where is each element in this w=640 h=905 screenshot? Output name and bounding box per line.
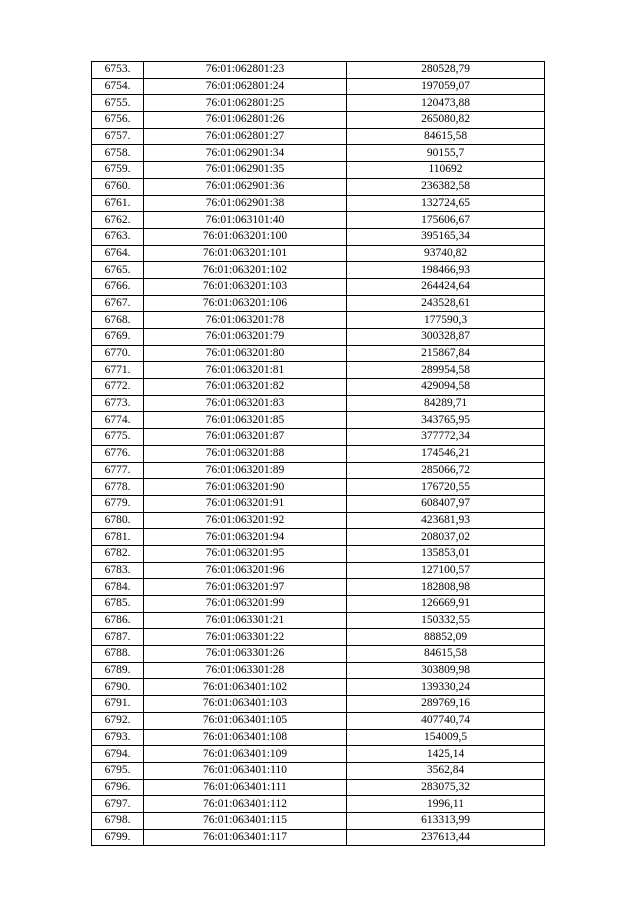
cadastral-number-cell: 76:01:063401:115 bbox=[144, 812, 347, 829]
cadastral-number-cell: 76:01:063201:92 bbox=[144, 512, 347, 529]
table-row bbox=[92, 462, 545, 479]
row-number-cell: 6783. bbox=[92, 562, 144, 579]
cadastral-value-cell: 3562,84 bbox=[347, 762, 545, 779]
cadastral-number-cell: 76:01:063201:88 bbox=[144, 445, 347, 462]
cadastral-number-cell: 76:01:062801:23 bbox=[144, 62, 347, 79]
cadastral-number-cell: 76:01:063201:79 bbox=[144, 329, 347, 346]
table-row bbox=[92, 228, 545, 245]
row-number-cell: 6774. bbox=[92, 412, 144, 429]
cadastral-number-cell: 76:01:063301:26 bbox=[144, 646, 347, 663]
cadastral-value-table bbox=[91, 61, 545, 846]
table-row bbox=[92, 679, 545, 696]
cadastral-value-cell: 176720,55 bbox=[347, 479, 545, 496]
cadastral-number-cell: 76:01:063201:101 bbox=[144, 245, 347, 262]
cadastral-number-cell: 76:01:062801:27 bbox=[144, 128, 347, 145]
cadastral-value-cell: 395165,34 bbox=[347, 228, 545, 245]
cadastral-number-cell: 76:01:062901:36 bbox=[144, 178, 347, 195]
row-number-cell: 6769. bbox=[92, 329, 144, 346]
table-row bbox=[92, 345, 545, 362]
cadastral-value-cell: 265080,82 bbox=[347, 112, 545, 129]
row-number-cell: 6797. bbox=[92, 796, 144, 813]
cadastral-number-cell: 76:01:063401:102 bbox=[144, 679, 347, 696]
cadastral-number-cell: 76:01:062901:34 bbox=[144, 145, 347, 162]
table-row bbox=[92, 746, 545, 763]
cadastral-number-cell: 76:01:063201:102 bbox=[144, 262, 347, 279]
row-number-cell: 6787. bbox=[92, 629, 144, 646]
cadastral-value-cell: 197059,07 bbox=[347, 78, 545, 95]
row-number-cell: 6765. bbox=[92, 262, 144, 279]
row-number-cell: 6759. bbox=[92, 162, 144, 179]
row-number-cell: 6789. bbox=[92, 662, 144, 679]
table-body bbox=[92, 62, 545, 846]
row-number-cell: 6792. bbox=[92, 712, 144, 729]
table-row bbox=[92, 278, 545, 295]
table-row bbox=[92, 362, 545, 379]
table-row bbox=[92, 78, 545, 95]
cadastral-value-cell: 93740,82 bbox=[347, 245, 545, 262]
cadastral-value-cell: 377772,34 bbox=[347, 429, 545, 446]
cadastral-value-cell: 126669,91 bbox=[347, 596, 545, 613]
cadastral-value-cell: 208037,02 bbox=[347, 529, 545, 546]
cadastral-value-cell: 1996,11 bbox=[347, 796, 545, 813]
cadastral-value-cell: 423681,93 bbox=[347, 512, 545, 529]
cadastral-number-cell: 76:01:063401:111 bbox=[144, 779, 347, 796]
row-number-cell: 6768. bbox=[92, 312, 144, 329]
table-row bbox=[92, 162, 545, 179]
row-number-cell: 6786. bbox=[92, 612, 144, 629]
table-row bbox=[92, 329, 545, 346]
cadastral-value-cell: 150332,55 bbox=[347, 612, 545, 629]
row-number-cell: 6777. bbox=[92, 462, 144, 479]
cadastral-value-cell: 237613,44 bbox=[347, 829, 545, 846]
cadastral-number-cell: 76:01:063201:90 bbox=[144, 479, 347, 496]
cadastral-value-cell: 289769,16 bbox=[347, 696, 545, 713]
cadastral-number-cell: 76:01:063201:80 bbox=[144, 345, 347, 362]
table-row bbox=[92, 696, 545, 713]
row-number-cell: 6775. bbox=[92, 429, 144, 446]
row-number-cell: 6794. bbox=[92, 746, 144, 763]
table-row bbox=[92, 395, 545, 412]
row-number-cell: 6773. bbox=[92, 395, 144, 412]
row-number-cell: 6771. bbox=[92, 362, 144, 379]
cadastral-value-cell: 135853,01 bbox=[347, 545, 545, 562]
table-row bbox=[92, 829, 545, 846]
cadastral-number-cell: 76:01:063301:22 bbox=[144, 629, 347, 646]
table-row bbox=[92, 796, 545, 813]
row-number-cell: 6784. bbox=[92, 579, 144, 596]
cadastral-value-cell: 285066,72 bbox=[347, 462, 545, 479]
cadastral-value-cell: 110692 bbox=[347, 162, 545, 179]
cadastral-value-cell: 264424,64 bbox=[347, 278, 545, 295]
row-number-cell: 6793. bbox=[92, 729, 144, 746]
row-number-cell: 6772. bbox=[92, 379, 144, 396]
table-row bbox=[92, 529, 545, 546]
table-row bbox=[92, 95, 545, 112]
cadastral-value-cell: 90155,7 bbox=[347, 145, 545, 162]
table-row bbox=[92, 212, 545, 229]
table-row bbox=[92, 662, 545, 679]
cadastral-number-cell: 76:01:063201:91 bbox=[144, 495, 347, 512]
cadastral-value-cell: 215867,84 bbox=[347, 345, 545, 362]
table-row bbox=[92, 579, 545, 596]
row-number-cell: 6776. bbox=[92, 445, 144, 462]
row-number-cell: 6756. bbox=[92, 112, 144, 129]
cadastral-value-cell: 174546,21 bbox=[347, 445, 545, 462]
row-number-cell: 6755. bbox=[92, 95, 144, 112]
cadastral-number-cell: 76:01:062901:38 bbox=[144, 195, 347, 212]
cadastral-number-cell: 76:01:063301:28 bbox=[144, 662, 347, 679]
table-row bbox=[92, 412, 545, 429]
cadastral-number-cell: 76:01:062801:24 bbox=[144, 78, 347, 95]
row-number-cell: 6785. bbox=[92, 596, 144, 613]
cadastral-value-cell: 283075,32 bbox=[347, 779, 545, 796]
row-number-cell: 6798. bbox=[92, 812, 144, 829]
row-number-cell: 6796. bbox=[92, 779, 144, 796]
cadastral-number-cell: 76:01:062901:35 bbox=[144, 162, 347, 179]
row-number-cell: 6764. bbox=[92, 245, 144, 262]
table-row bbox=[92, 479, 545, 496]
row-number-cell: 6757. bbox=[92, 128, 144, 145]
table-row bbox=[92, 812, 545, 829]
table-row bbox=[92, 295, 545, 312]
row-number-cell: 6795. bbox=[92, 762, 144, 779]
table-row bbox=[92, 646, 545, 663]
cadastral-number-cell: 76:01:062801:26 bbox=[144, 112, 347, 129]
cadastral-number-cell: 76:01:063401:105 bbox=[144, 712, 347, 729]
table-row bbox=[92, 512, 545, 529]
cadastral-number-cell: 76:01:063201:83 bbox=[144, 395, 347, 412]
cadastral-number-cell: 76:01:063201:97 bbox=[144, 579, 347, 596]
row-number-cell: 6799. bbox=[92, 829, 144, 846]
cadastral-value-cell: 182808,98 bbox=[347, 579, 545, 596]
cadastral-number-cell: 76:01:063401:112 bbox=[144, 796, 347, 813]
cadastral-number-cell: 76:01:063401:103 bbox=[144, 696, 347, 713]
cadastral-number-cell: 76:01:063201:89 bbox=[144, 462, 347, 479]
cadastral-number-cell: 76:01:063201:94 bbox=[144, 529, 347, 546]
table-row bbox=[92, 128, 545, 145]
table-row bbox=[92, 195, 545, 212]
row-number-cell: 6763. bbox=[92, 228, 144, 245]
table-row bbox=[92, 429, 545, 446]
table-row bbox=[92, 178, 545, 195]
row-number-cell: 6778. bbox=[92, 479, 144, 496]
cadastral-number-cell: 76:01:063401:110 bbox=[144, 762, 347, 779]
table-row bbox=[92, 629, 545, 646]
table-row bbox=[92, 729, 545, 746]
cadastral-value-cell: 132724,65 bbox=[347, 195, 545, 212]
row-number-cell: 6758. bbox=[92, 145, 144, 162]
table-row bbox=[92, 562, 545, 579]
cadastral-number-cell: 76:01:063201:82 bbox=[144, 379, 347, 396]
row-number-cell: 6780. bbox=[92, 512, 144, 529]
cadastral-number-cell: 76:01:063301:21 bbox=[144, 612, 347, 629]
cadastral-number-cell: 76:01:063201:81 bbox=[144, 362, 347, 379]
row-number-cell: 6767. bbox=[92, 295, 144, 312]
cadastral-value-cell: 177590,3 bbox=[347, 312, 545, 329]
cadastral-number-cell: 76:01:063401:108 bbox=[144, 729, 347, 746]
cadastral-value-cell: 88852,09 bbox=[347, 629, 545, 646]
cadastral-value-cell: 243528,61 bbox=[347, 295, 545, 312]
cadastral-number-cell: 76:01:063201:99 bbox=[144, 596, 347, 613]
cadastral-number-cell: 76:01:063101:40 bbox=[144, 212, 347, 229]
row-number-cell: 6761. bbox=[92, 195, 144, 212]
cadastral-value-cell: 154009,5 bbox=[347, 729, 545, 746]
cadastral-value-cell: 127100,57 bbox=[347, 562, 545, 579]
cadastral-number-cell: 76:01:062801:25 bbox=[144, 95, 347, 112]
table-row bbox=[92, 262, 545, 279]
cadastral-value-cell: 84615,58 bbox=[347, 128, 545, 145]
cadastral-value-cell: 303809,98 bbox=[347, 662, 545, 679]
cadastral-value-cell: 613313,99 bbox=[347, 812, 545, 829]
table-row bbox=[92, 612, 545, 629]
row-number-cell: 6762. bbox=[92, 212, 144, 229]
table-row bbox=[92, 62, 545, 79]
cadastral-number-cell: 76:01:063201:100 bbox=[144, 228, 347, 245]
cadastral-number-cell: 76:01:063201:95 bbox=[144, 545, 347, 562]
cadastral-value-cell: 407740,74 bbox=[347, 712, 545, 729]
cadastral-value-cell: 175606,67 bbox=[347, 212, 545, 229]
cadastral-value-cell: 289954,58 bbox=[347, 362, 545, 379]
cadastral-number-cell: 76:01:063201:96 bbox=[144, 562, 347, 579]
cadastral-value-cell: 300328,87 bbox=[347, 329, 545, 346]
row-number-cell: 6791. bbox=[92, 696, 144, 713]
row-number-cell: 6754. bbox=[92, 78, 144, 95]
cadastral-number-cell: 76:01:063201:106 bbox=[144, 295, 347, 312]
row-number-cell: 6753. bbox=[92, 62, 144, 79]
table-row bbox=[92, 145, 545, 162]
row-number-cell: 6788. bbox=[92, 646, 144, 663]
cadastral-value-cell: 198466,93 bbox=[347, 262, 545, 279]
cadastral-value-cell: 84615,58 bbox=[347, 646, 545, 663]
table-row bbox=[92, 495, 545, 512]
cadastral-value-cell: 429094,58 bbox=[347, 379, 545, 396]
cadastral-number-cell: 76:01:063201:78 bbox=[144, 312, 347, 329]
cadastral-value-cell: 120473,88 bbox=[347, 95, 545, 112]
row-number-cell: 6781. bbox=[92, 529, 144, 546]
row-number-cell: 6766. bbox=[92, 278, 144, 295]
cadastral-value-cell: 1425,14 bbox=[347, 746, 545, 763]
cadastral-value-cell: 343765,95 bbox=[347, 412, 545, 429]
cadastral-value-cell: 84289,71 bbox=[347, 395, 545, 412]
row-number-cell: 6770. bbox=[92, 345, 144, 362]
table-row bbox=[92, 312, 545, 329]
table-row bbox=[92, 245, 545, 262]
table-row bbox=[92, 596, 545, 613]
cadastral-number-cell: 76:01:063201:85 bbox=[144, 412, 347, 429]
cadastral-number-cell: 76:01:063201:87 bbox=[144, 429, 347, 446]
row-number-cell: 6779. bbox=[92, 495, 144, 512]
cadastral-number-cell: 76:01:063401:109 bbox=[144, 746, 347, 763]
cadastral-value-cell: 280528,79 bbox=[347, 62, 545, 79]
row-number-cell: 6760. bbox=[92, 178, 144, 195]
cadastral-number-cell: 76:01:063401:117 bbox=[144, 829, 347, 846]
row-number-cell: 6790. bbox=[92, 679, 144, 696]
table-row bbox=[92, 779, 545, 796]
table-row bbox=[92, 762, 545, 779]
table-row bbox=[92, 545, 545, 562]
table-row bbox=[92, 379, 545, 396]
cadastral-value-cell: 139330,24 bbox=[347, 679, 545, 696]
cadastral-value-cell: 608407,97 bbox=[347, 495, 545, 512]
table-row bbox=[92, 445, 545, 462]
row-number-cell: 6782. bbox=[92, 545, 144, 562]
cadastral-value-cell: 236382,58 bbox=[347, 178, 545, 195]
table-row bbox=[92, 712, 545, 729]
cadastral-number-cell: 76:01:063201:103 bbox=[144, 278, 347, 295]
table-row bbox=[92, 112, 545, 129]
